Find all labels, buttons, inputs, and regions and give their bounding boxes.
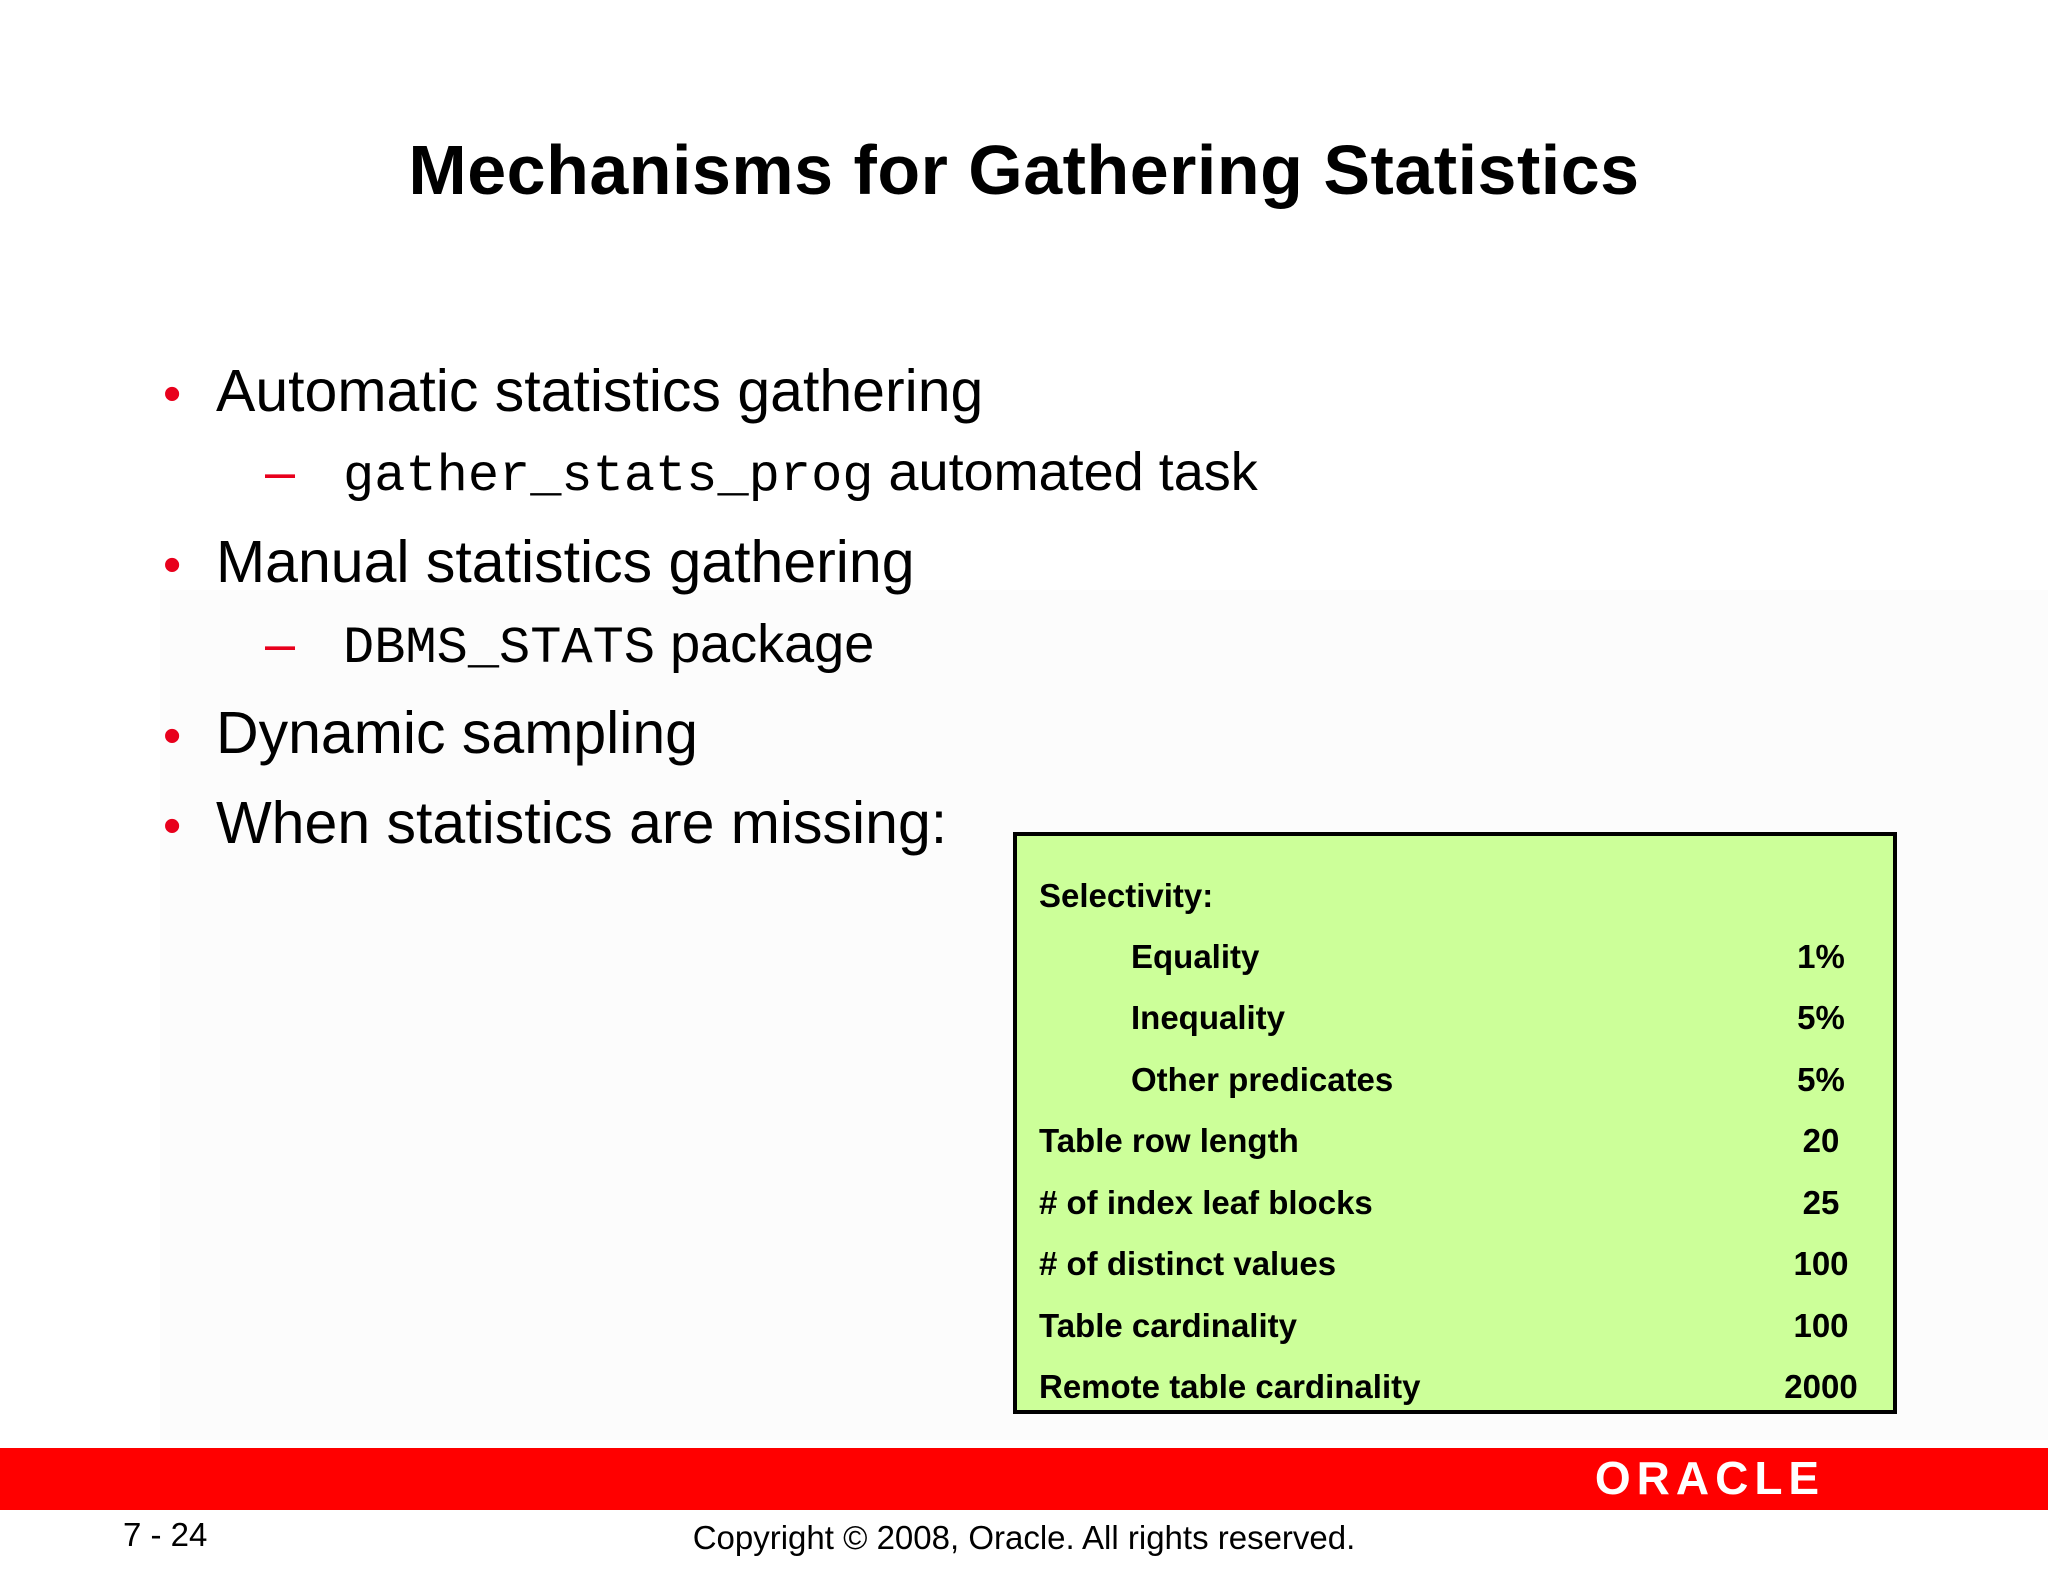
row-label: Table cardinality xyxy=(1039,1307,1297,1344)
dash-marker: – xyxy=(265,614,296,674)
bullet-automatic xyxy=(163,356,983,429)
table-row xyxy=(1017,1234,1893,1294)
default-statistics-table xyxy=(1013,832,1897,1414)
page-number: 7 - 24 xyxy=(123,1516,208,1553)
row-value: 5% xyxy=(1797,1061,1845,1098)
table-header-row xyxy=(1017,866,1893,926)
bullet-marker: • xyxy=(163,707,182,765)
bullet-manual xyxy=(163,527,915,600)
selectivity-heading: Selectivity: xyxy=(1039,877,1214,914)
dash-marker: – xyxy=(265,442,296,502)
row-label: # of index leaf blocks xyxy=(1039,1184,1373,1221)
table-row xyxy=(1017,1111,1893,1171)
bullet-missing xyxy=(163,788,947,861)
row-label: Other predicates xyxy=(1131,1061,1394,1098)
code-text: gather_stats_prog xyxy=(343,447,874,506)
subitem-dbms-stats xyxy=(265,611,874,682)
subitem-text: automated task xyxy=(888,442,1258,502)
row-value: 2000 xyxy=(1784,1368,1858,1405)
table-row xyxy=(1017,1357,1893,1417)
slide-title: Mechanisms for Gathering Statistics xyxy=(408,131,1640,209)
bullet-marker: • xyxy=(163,797,182,855)
bullet-marker: • xyxy=(163,536,182,594)
table-row xyxy=(1017,927,1893,987)
table-row xyxy=(1017,988,1893,1048)
bullet-text: Automatic statistics gathering xyxy=(216,358,984,424)
row-label: Inequality xyxy=(1131,999,1286,1036)
oracle-logo: ORACLE xyxy=(1594,1452,1826,1504)
table-row xyxy=(1017,1296,1893,1356)
row-label: Remote table cardinality xyxy=(1039,1368,1421,1405)
subitem-gather-stats xyxy=(265,439,1258,510)
subitem-text: package xyxy=(670,614,875,674)
row-label: Equality xyxy=(1131,938,1260,975)
copyright-notice: Copyright © 2008, Oracle. All rights reserved. xyxy=(692,1519,1356,1556)
row-label: # of distinct values xyxy=(1039,1245,1337,1282)
row-value: 25 xyxy=(1802,1184,1840,1221)
table-row xyxy=(1017,1173,1893,1233)
bullet-text: Manual statistics gathering xyxy=(216,529,915,595)
table-row xyxy=(1017,1050,1893,1110)
row-label: Table row length xyxy=(1039,1122,1299,1159)
bullet-text: When statistics are missing: xyxy=(216,790,948,856)
row-value: 100 xyxy=(1793,1245,1849,1282)
bullet-dynamic xyxy=(163,698,698,771)
row-value: 20 xyxy=(1802,1122,1840,1159)
row-value: 5% xyxy=(1797,999,1845,1036)
bullet-marker: • xyxy=(163,365,182,423)
code-text: DBMS_STATS xyxy=(343,619,656,678)
bullet-text: Dynamic sampling xyxy=(216,700,698,766)
row-value: 1% xyxy=(1797,938,1845,975)
row-value: 100 xyxy=(1793,1307,1849,1344)
